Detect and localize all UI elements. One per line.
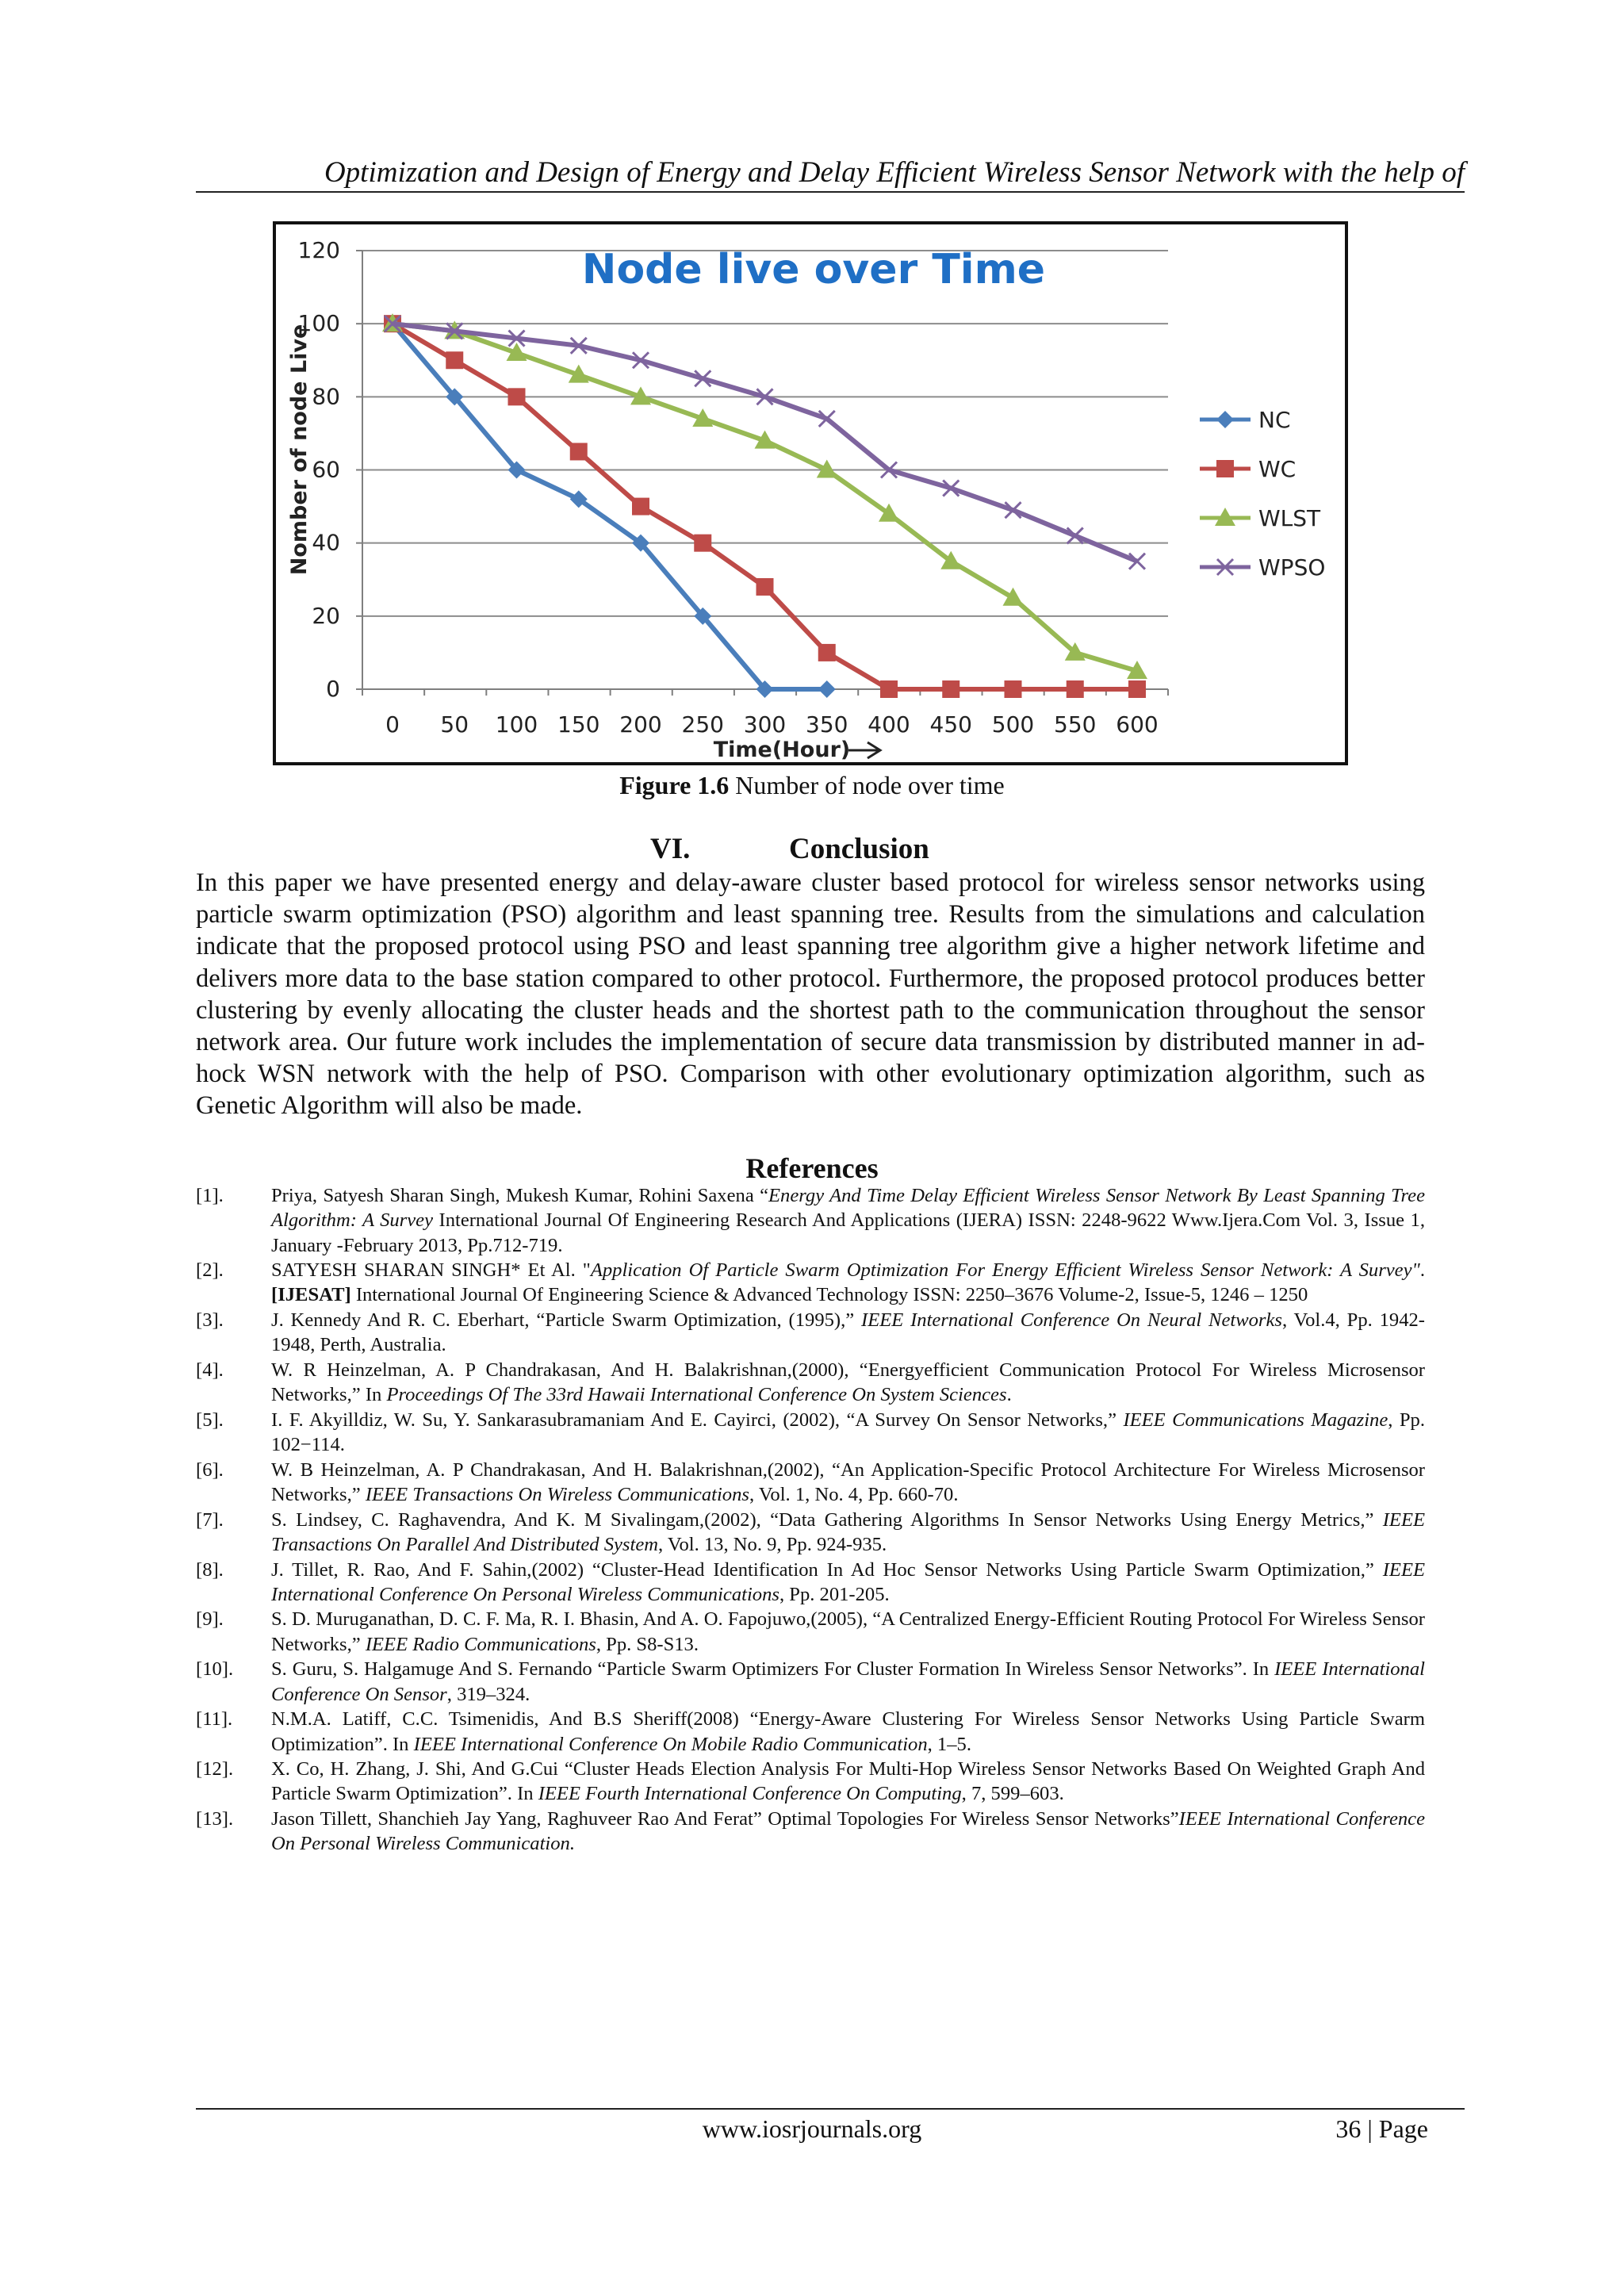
reference-number: [13]. [196, 1807, 234, 1830]
data-point-wc [756, 578, 774, 596]
figure-caption [0, 771, 1624, 799]
reference-item [196, 1358, 1425, 1408]
series-wlst [382, 313, 1147, 679]
legend-item-wpso [1200, 554, 1325, 581]
y-tick-label: 40 [312, 529, 340, 556]
legend-marker [1216, 460, 1234, 477]
reference-number: [4]. [196, 1359, 224, 1381]
reference-item [196, 1657, 1425, 1707]
reference-text: S. Lindsey, C. Raghavendra, And K. M Sivalingam,(2002), “Data Gathering Algorithms In Sensor Networks Using Energy Metrics,” IEEE Transactions On Parallel And Distributed System, Vol. 13, No. 9, Pp. 924-935. [271, 1508, 1425, 1555]
legend-label: NC [1258, 407, 1291, 433]
reference-item [196, 1408, 1425, 1458]
reference-text: W. B Heinzelman, A. P Chandrakasan, And H. Balakrishnan,(2002), “An Application-Specific Protocol Architecture For Wireless Microsensor Networks,” IEEE Transactions On Wireless Communications, Vol. 1, No. 4, Pp. 660-70. [271, 1458, 1425, 1506]
reference-text: J. Kennedy And R. C. Eberhart, “Particle Swarm Optimization, (1995),” IEEE International Conference On Neural Networks, Vol.4, Pp. 1942-1948, Perth, Australia. [271, 1309, 1425, 1356]
data-point-wc [942, 680, 959, 698]
reference-item [196, 1458, 1425, 1508]
x-tick-label: 300 [743, 711, 787, 738]
legend-label: WC [1258, 456, 1297, 482]
x-tick-label: 100 [495, 711, 538, 738]
references-heading: References [745, 1152, 879, 1184]
x-axis-label: Time(Hour) [713, 738, 851, 762]
reference-text: SATYESH SHARAN SINGH* Et Al. "Application Of Particle Swarm Optimization For Energy Efficient Wireless Sensor Network: A Survey".[IJESAT] International Journal Of Engineering Science & Advanced Technology ISSN: 2250–3676 Volume-2, Issue-5, 1246 – 1250 [271, 1259, 1425, 1306]
y-axis-label: Nomber of node Live [287, 324, 312, 576]
reference-item [196, 1183, 1425, 1258]
reference-text: I. F. Akyilldiz, W. Su, Y. Sankarasubramaniam And E. Cayirci, (2002), “A Survey On Sensor Networks,” IEEE Communications Magazine, Pp. 102−114. [271, 1409, 1425, 1456]
reference-text: Priya, Satyesh Sharan Singh, Mukesh Kumar, Rohini Saxena “Energy And Time Delay Efficient Wireless Sensor Network By Least Spanning Tree Algorithm: A Survey International Journal Of Engineering Research And Applications (IJERA) ISSN: 2248-9622 Www.Ijera.Com Vol. 3, Issue 1, January -February 2013, Pp.712-719. [271, 1185, 1425, 1256]
reference-text: X. Co, H. Zhang, J. Shi, And G.Cui “Cluster Heads Election Analysis For Multi-Hop Wireless Sensor Networks Based On Weighted Graph And Particle Swarm Optimization”. In IEEE Fourth International Conference On Computing, 7, 599–603. [271, 1758, 1425, 1805]
data-point-wc [1128, 680, 1146, 698]
x-tick-label: 600 [1116, 711, 1159, 738]
reference-item [196, 1707, 1425, 1757]
legend-label: WPSO [1258, 554, 1326, 581]
legend-item-wc [1200, 456, 1296, 482]
reference-item [196, 1508, 1425, 1558]
x-tick-label: 550 [1054, 711, 1097, 738]
x-tick-labels [385, 711, 1159, 738]
y-tick-label: 120 [297, 237, 340, 263]
data-point-wc [880, 680, 898, 698]
reference-text: N.M.A. Latiff, C.C. Tsimenidis, And B.S Sheriff(2008) “Energy-Aware Clustering For Wireless Sensor Networks Using Particle Swarm Optimization”. In IEEE International Conference On Mobile Radio Communication, 1–5. [271, 1708, 1425, 1755]
reference-number: [11]. [196, 1708, 233, 1731]
y-tick-label: 80 [312, 383, 340, 410]
line-chart [276, 224, 1345, 762]
reference-number: [3]. [196, 1309, 224, 1332]
reference-item [196, 1558, 1425, 1608]
y-tick-label: 20 [312, 602, 340, 629]
data-point-wc [446, 351, 463, 369]
chart-legend [1200, 407, 1325, 581]
header-rule [196, 191, 1465, 193]
data-point-nc [818, 680, 836, 698]
reference-item [196, 1308, 1425, 1358]
reference-list [196, 1183, 1425, 1857]
reference-item [196, 1807, 1425, 1857]
figure-caption-text: Number of node over time [729, 771, 1005, 799]
legend-item-wlst [1200, 505, 1321, 531]
reference-number: [7]. [196, 1508, 224, 1531]
series-nc [384, 315, 836, 698]
x-tick-label: 400 [868, 711, 910, 738]
data-point-wc [632, 498, 649, 516]
footer-page-number: 36 | Page [1335, 2114, 1428, 2143]
reference-item [196, 1757, 1425, 1807]
data-point-wc [508, 388, 526, 405]
x-tick-label: 150 [557, 711, 600, 738]
chart-series [382, 313, 1147, 698]
conclusion-paragraph: In this paper we have presented energy and delay-aware cluster based protocol for wireless sensor networks using particle swarm optimization (PSO) algorithm and least spanning tree. Results from the simulations and calculation indicate that the proposed protocol using PSO and least spanning tree algorithm give a higher network lifetime and delivers more data to the base station compared to other protocol. Furthermore, the proposed protocol produces better clustering by evenly allocating the cluster heads and the shortest path to the communication throughout the sensor network area. Our future work includes the implementation of secure data transmission by distributed manner in ad- hock WSN network with the help of PSO. Comparison with other evolutionary optimization algorithm, such as Genetic Algorithm will also be made. [196, 868, 1425, 1121]
reference-text: J. Tillet, R. Rao, And F. Sahin,(2002) “Cluster-Head Identification In Ad Hoc Sensor Networks Using Particle Swarm Optimization,” IEEE International Conference On Personal Wireless Communications, Pp. 201-205. [271, 1558, 1425, 1605]
data-point-wc [570, 443, 588, 460]
x-tick-label: 450 [929, 711, 972, 738]
reference-item [196, 1258, 1425, 1308]
data-point-wc [694, 535, 711, 552]
x-tick-label: 350 [806, 711, 848, 738]
figure-label: Figure 1.6 [619, 771, 730, 799]
reference-number: [1]. [196, 1185, 224, 1206]
series-wc [384, 315, 1146, 698]
reference-text: S. D. Muruganathan, D. C. F. Ma, R. I. Bhasin, And A. O. Fapojuwo,(2005), “A Centralized Energy-Efficient Routing Protocol For Wireless Sensor Networks,” IEEE Radio Communications, Pp. S8-S13. [271, 1608, 1425, 1655]
reference-text: Jason Tillett, Shanchieh Jay Yang, Raghuveer Rao And Ferat” Optimal Topologies For Wireless Sensor Networks”IEEE International Conference On Personal Wireless Communication. [271, 1807, 1426, 1855]
reference-number: [10]. [196, 1658, 234, 1681]
y-tick-label: 60 [312, 456, 340, 483]
section-heading [650, 834, 1031, 865]
reference-number: [12]. [196, 1758, 234, 1780]
reference-number: [8]. [196, 1558, 224, 1581]
x-tick-label: 500 [991, 711, 1035, 738]
reference-text: S. Guru, S. Halgamuge And S. Fernando “Particle Swarm Optimizers For Cluster Formation In Wireless Sensor Networks”. In IEEE International Conference On Sensor, 319–324. [271, 1658, 1425, 1705]
series-line-wc [393, 324, 1137, 689]
y-tick-label: 0 [326, 676, 340, 702]
x-axis-arrow [848, 742, 880, 758]
data-point-wc [818, 644, 836, 661]
reference-item [196, 1607, 1425, 1657]
x-tick-label: 200 [619, 711, 662, 738]
reference-number: [5]. [196, 1409, 224, 1431]
running-header: Optimization and Design of Energy and Delay Efficient Wireless Sensor Network with the help of [324, 156, 1465, 189]
section-number: VI. [650, 833, 691, 865]
reference-text: W. R Heinzelman, A. P Chandrakasan, And H. Balakrishnan,(2000), “Energyefficient Communication Protocol For Wireless Microsensor Networks,” In Proceedings Of The 33rd Hawaii International Conference On System Sciences. [271, 1359, 1425, 1406]
data-point-wlst [1003, 588, 1024, 606]
data-point-wc [1067, 680, 1084, 698]
footer-rule [196, 2108, 1465, 2110]
section-title: Conclusion [789, 833, 929, 865]
y-tick-label: 100 [297, 310, 340, 337]
data-point-wc [1005, 680, 1022, 698]
legend-label: WLST [1258, 505, 1321, 531]
reference-number: [6]. [196, 1458, 224, 1481]
x-tick-label: 0 [385, 711, 400, 738]
footer-website: www.iosrjournals.org [702, 2114, 922, 2143]
series-line-nc [393, 324, 827, 689]
reference-number: [9]. [196, 1608, 224, 1631]
legend-marker [1216, 411, 1234, 428]
chart-title: Node live over Time [581, 246, 1046, 293]
legend-item-nc [1200, 407, 1291, 433]
reference-number: [2]. [196, 1259, 224, 1282]
x-tick-label: 250 [681, 711, 724, 738]
x-tick-label: 50 [440, 711, 469, 738]
series-line-wlst [393, 324, 1137, 671]
chart-frame [273, 221, 1348, 765]
